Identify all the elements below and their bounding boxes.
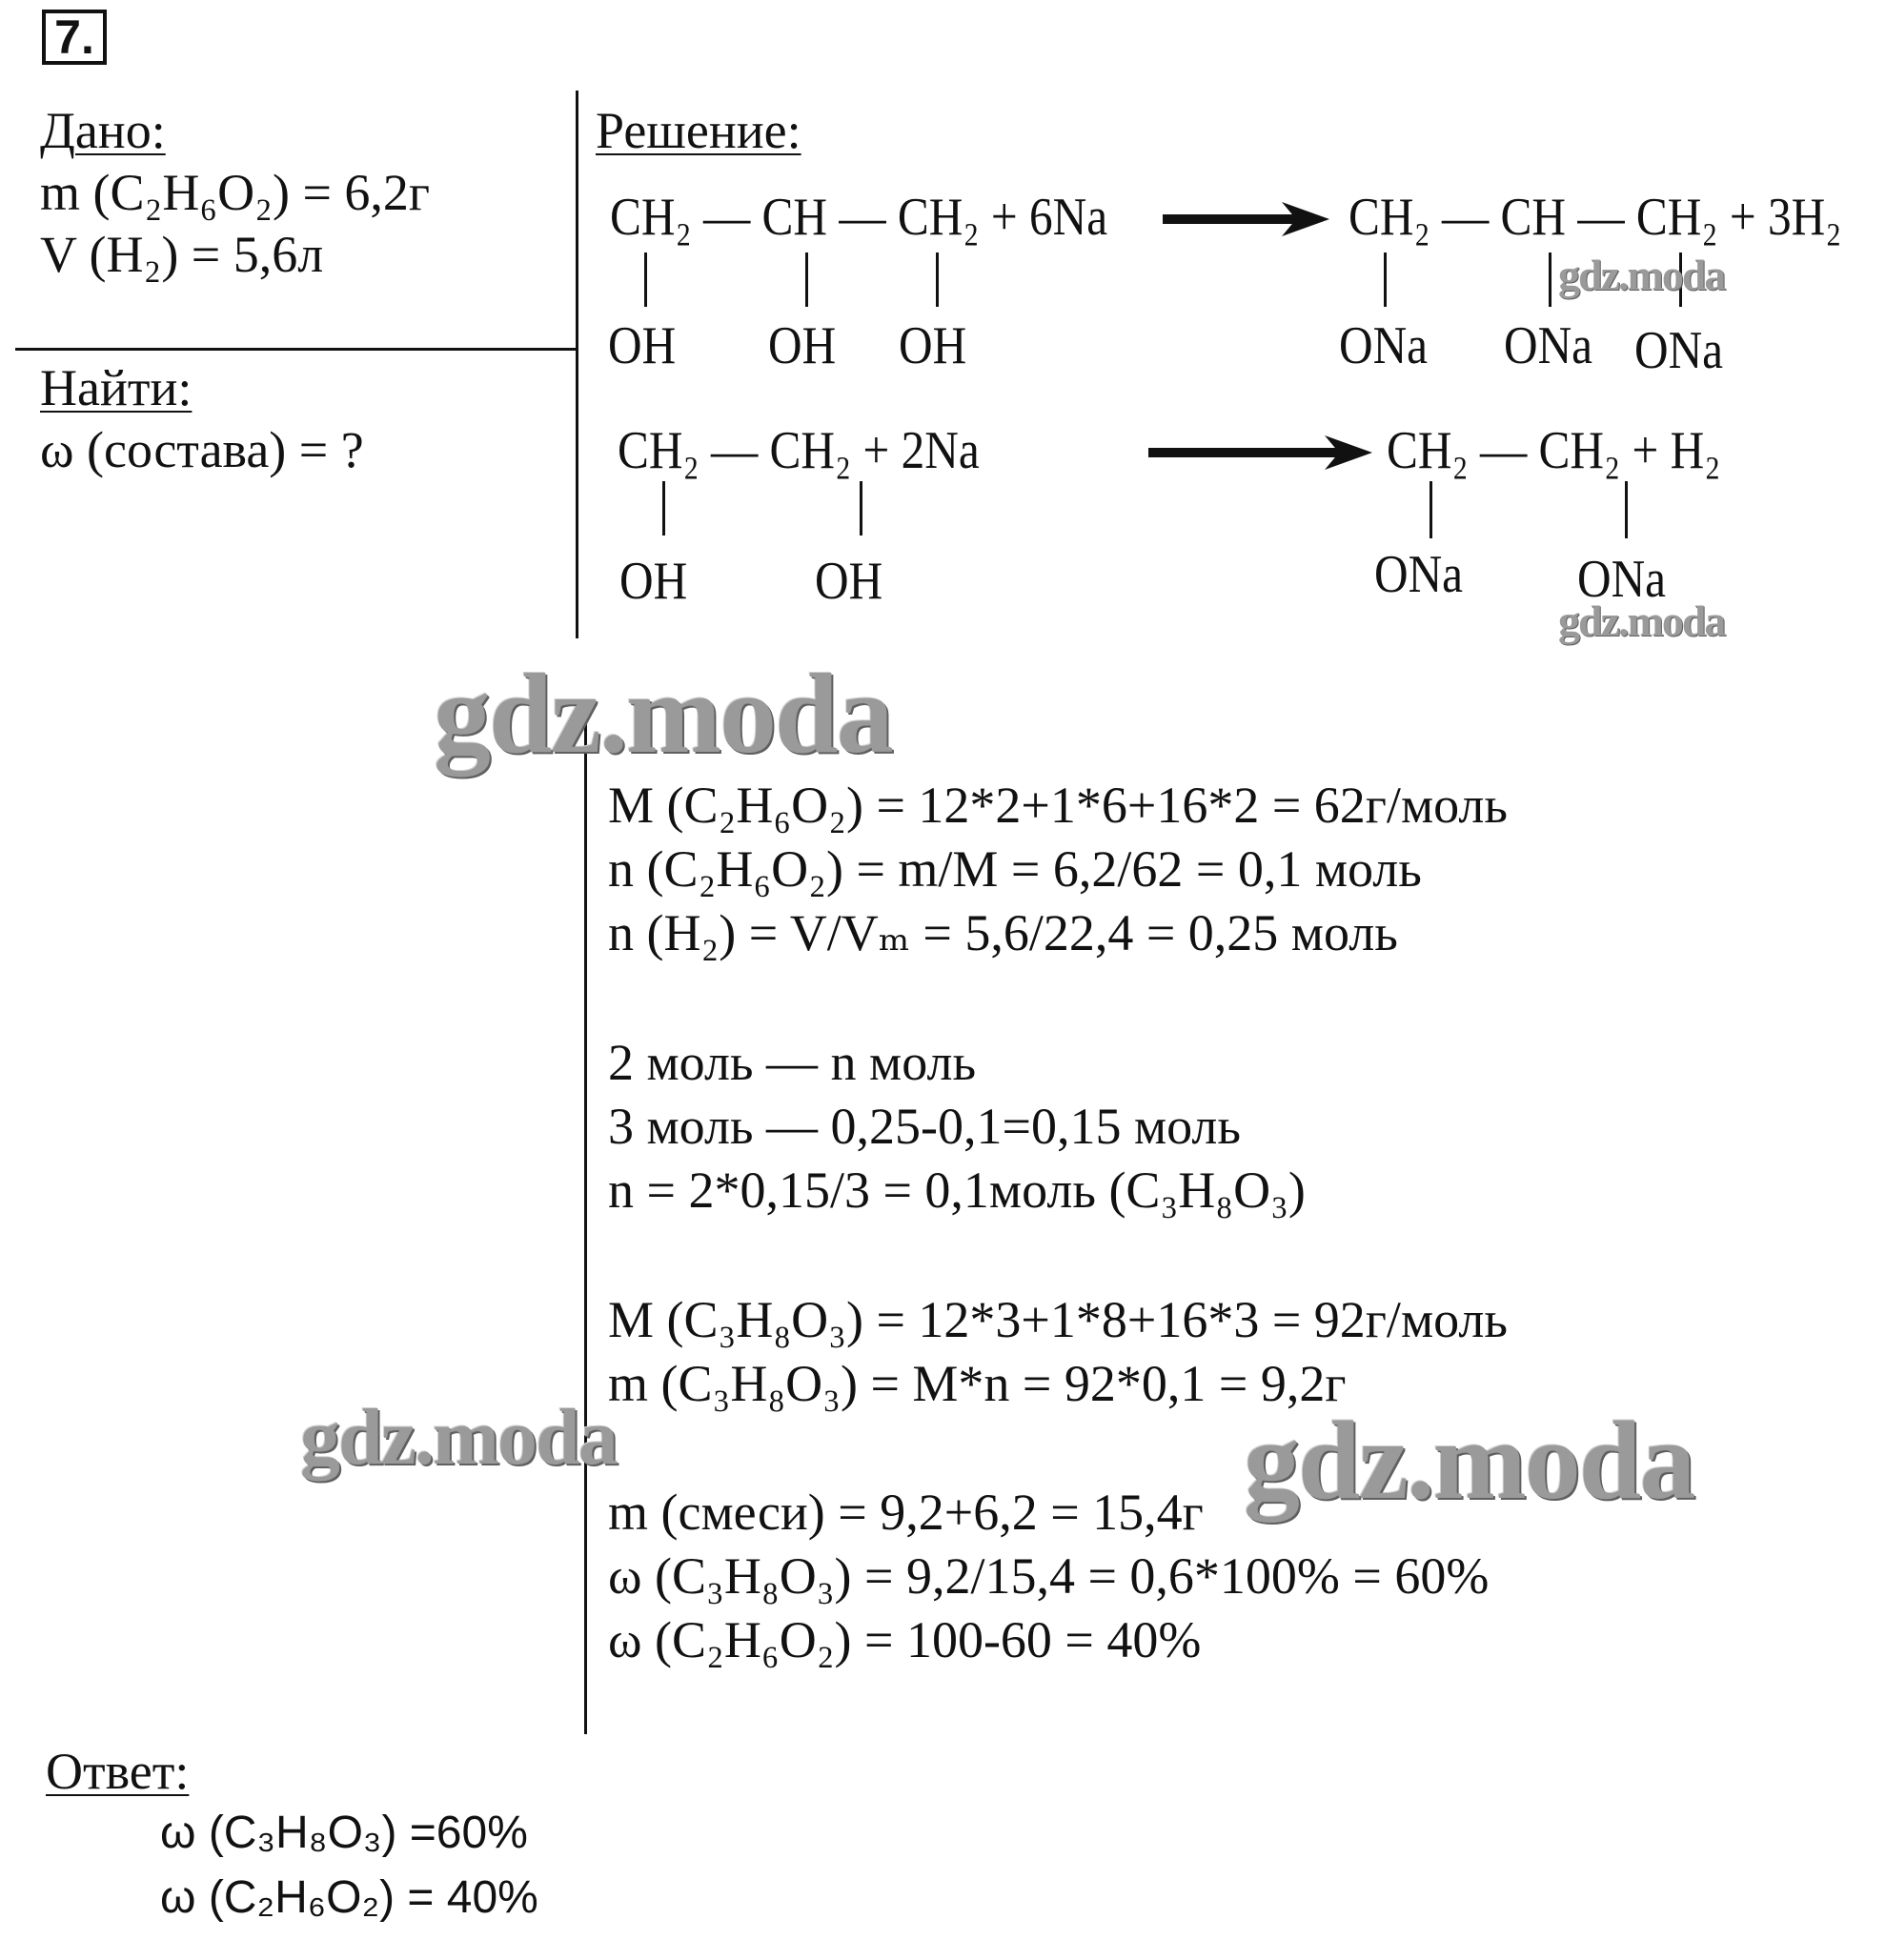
calc-fraction-glycerol: ω (C₃H₈O₃) = 9,2/15,4 = 0,6*100% = 60%	[608, 1547, 1490, 1605]
bond-line	[1625, 481, 1628, 538]
calc-mass-glycerol: m (C₃H₈O₃) = M*n = 92*0,1 = 9,2г	[608, 1355, 1347, 1412]
given-volume: V (H₂) = 5,6л	[40, 226, 324, 283]
watermark: gdz.moda	[300, 1393, 617, 1482]
calc-mass-mixture: m (смеси) = 9,2+6,2 = 15,4г	[608, 1484, 1204, 1541]
reaction1-right-ona-1: ONa	[1339, 316, 1429, 375]
calc-moles-glycerol: n = 2*0,15/3 = 0,1моль (C₃H₈O₃)	[608, 1162, 1306, 1219]
watermark: gdz.moda	[1244, 1398, 1694, 1523]
reaction2-right-ona-1: ONa	[1374, 545, 1464, 604]
reaction2-right: CH₂ — CH₂ + H₂	[1387, 421, 1721, 480]
reaction2-left-oh-1: OH	[619, 552, 688, 611]
solution-divider	[584, 724, 587, 1734]
reaction1-left-oh-3: OH	[899, 316, 967, 375]
calc-molar-mass-glycerol: M (C₃H₈O₃) = 12*3+1*8+16*3 = 92г/моль	[608, 1291, 1508, 1348]
bond-line	[936, 253, 939, 307]
calc-moles-glycol: n (C₂H₆O₂) = m/M = 6,2/62 = 0,1 моль	[608, 840, 1422, 898]
reaction2-left-oh-2: OH	[815, 552, 883, 611]
watermark: gdz.moda	[1558, 251, 1725, 299]
calc-proportion-2: 3 моль — 0,25-0,1=0,15 моль	[608, 1098, 1242, 1155]
bond-line	[1430, 481, 1432, 538]
calc-proportion-1: 2 моль — n моль	[608, 1034, 977, 1091]
watermark: gdz.moda	[1558, 596, 1725, 645]
reaction2-left: CH₂ — CH₂ + 2Na	[618, 421, 980, 480]
reaction1-left-oh-1: OH	[608, 316, 677, 375]
bond-line	[1384, 253, 1387, 307]
bond-line	[662, 481, 665, 535]
answer-heading: Ответ:	[46, 1743, 190, 1800]
reaction2-right-ona-2: ONa	[1577, 550, 1667, 609]
reaction1-right-ona-3: ONa	[1634, 321, 1724, 380]
find-heading: Найти:	[40, 359, 193, 416]
calc-moles-hydrogen: n (H₂) = V/Vₘ = 5,6/22,4 = 0,25 моль	[608, 904, 1398, 961]
bond-line	[860, 481, 862, 535]
given-divider	[15, 348, 578, 351]
find-line: ω (состава) = ?	[40, 421, 364, 478]
watermark: gdz.moda	[434, 650, 892, 777]
bond-line	[805, 253, 808, 307]
reaction1-right-ona-2: ONa	[1504, 316, 1593, 375]
given-heading: Дано:	[40, 102, 166, 159]
task-number: 7.	[42, 10, 107, 65]
calc-fraction-glycol: ω (C₂H₆O₂) = 100-60 = 40%	[608, 1611, 1202, 1668]
solution-heading: Решение:	[596, 102, 801, 159]
reaction1-left-oh-2: OH	[768, 316, 837, 375]
reaction1-right: CH₂ — CH — CH₂ + 3H₂	[1349, 188, 1842, 247]
reaction-arrow-icon	[1148, 434, 1372, 472]
answer-glycerol: ω (C₃H₈O₃) =60%	[160, 1808, 528, 1858]
bond-line	[1549, 253, 1551, 307]
answer-glycol: ω (C₂H₆O₂) = 40%	[160, 1872, 538, 1923]
reaction1-left: CH₂ — CH — CH₂ + 6Na	[610, 188, 1108, 247]
given-mass: m (C₂H₆O₂) = 6,2г	[40, 164, 431, 221]
bond-line	[644, 253, 647, 307]
given-solution-divider	[576, 91, 578, 638]
reaction-arrow-icon	[1163, 200, 1329, 238]
calc-molar-mass-glycol: M (C₂H₆O₂) = 12*2+1*6+16*2 = 62г/моль	[608, 777, 1508, 834]
